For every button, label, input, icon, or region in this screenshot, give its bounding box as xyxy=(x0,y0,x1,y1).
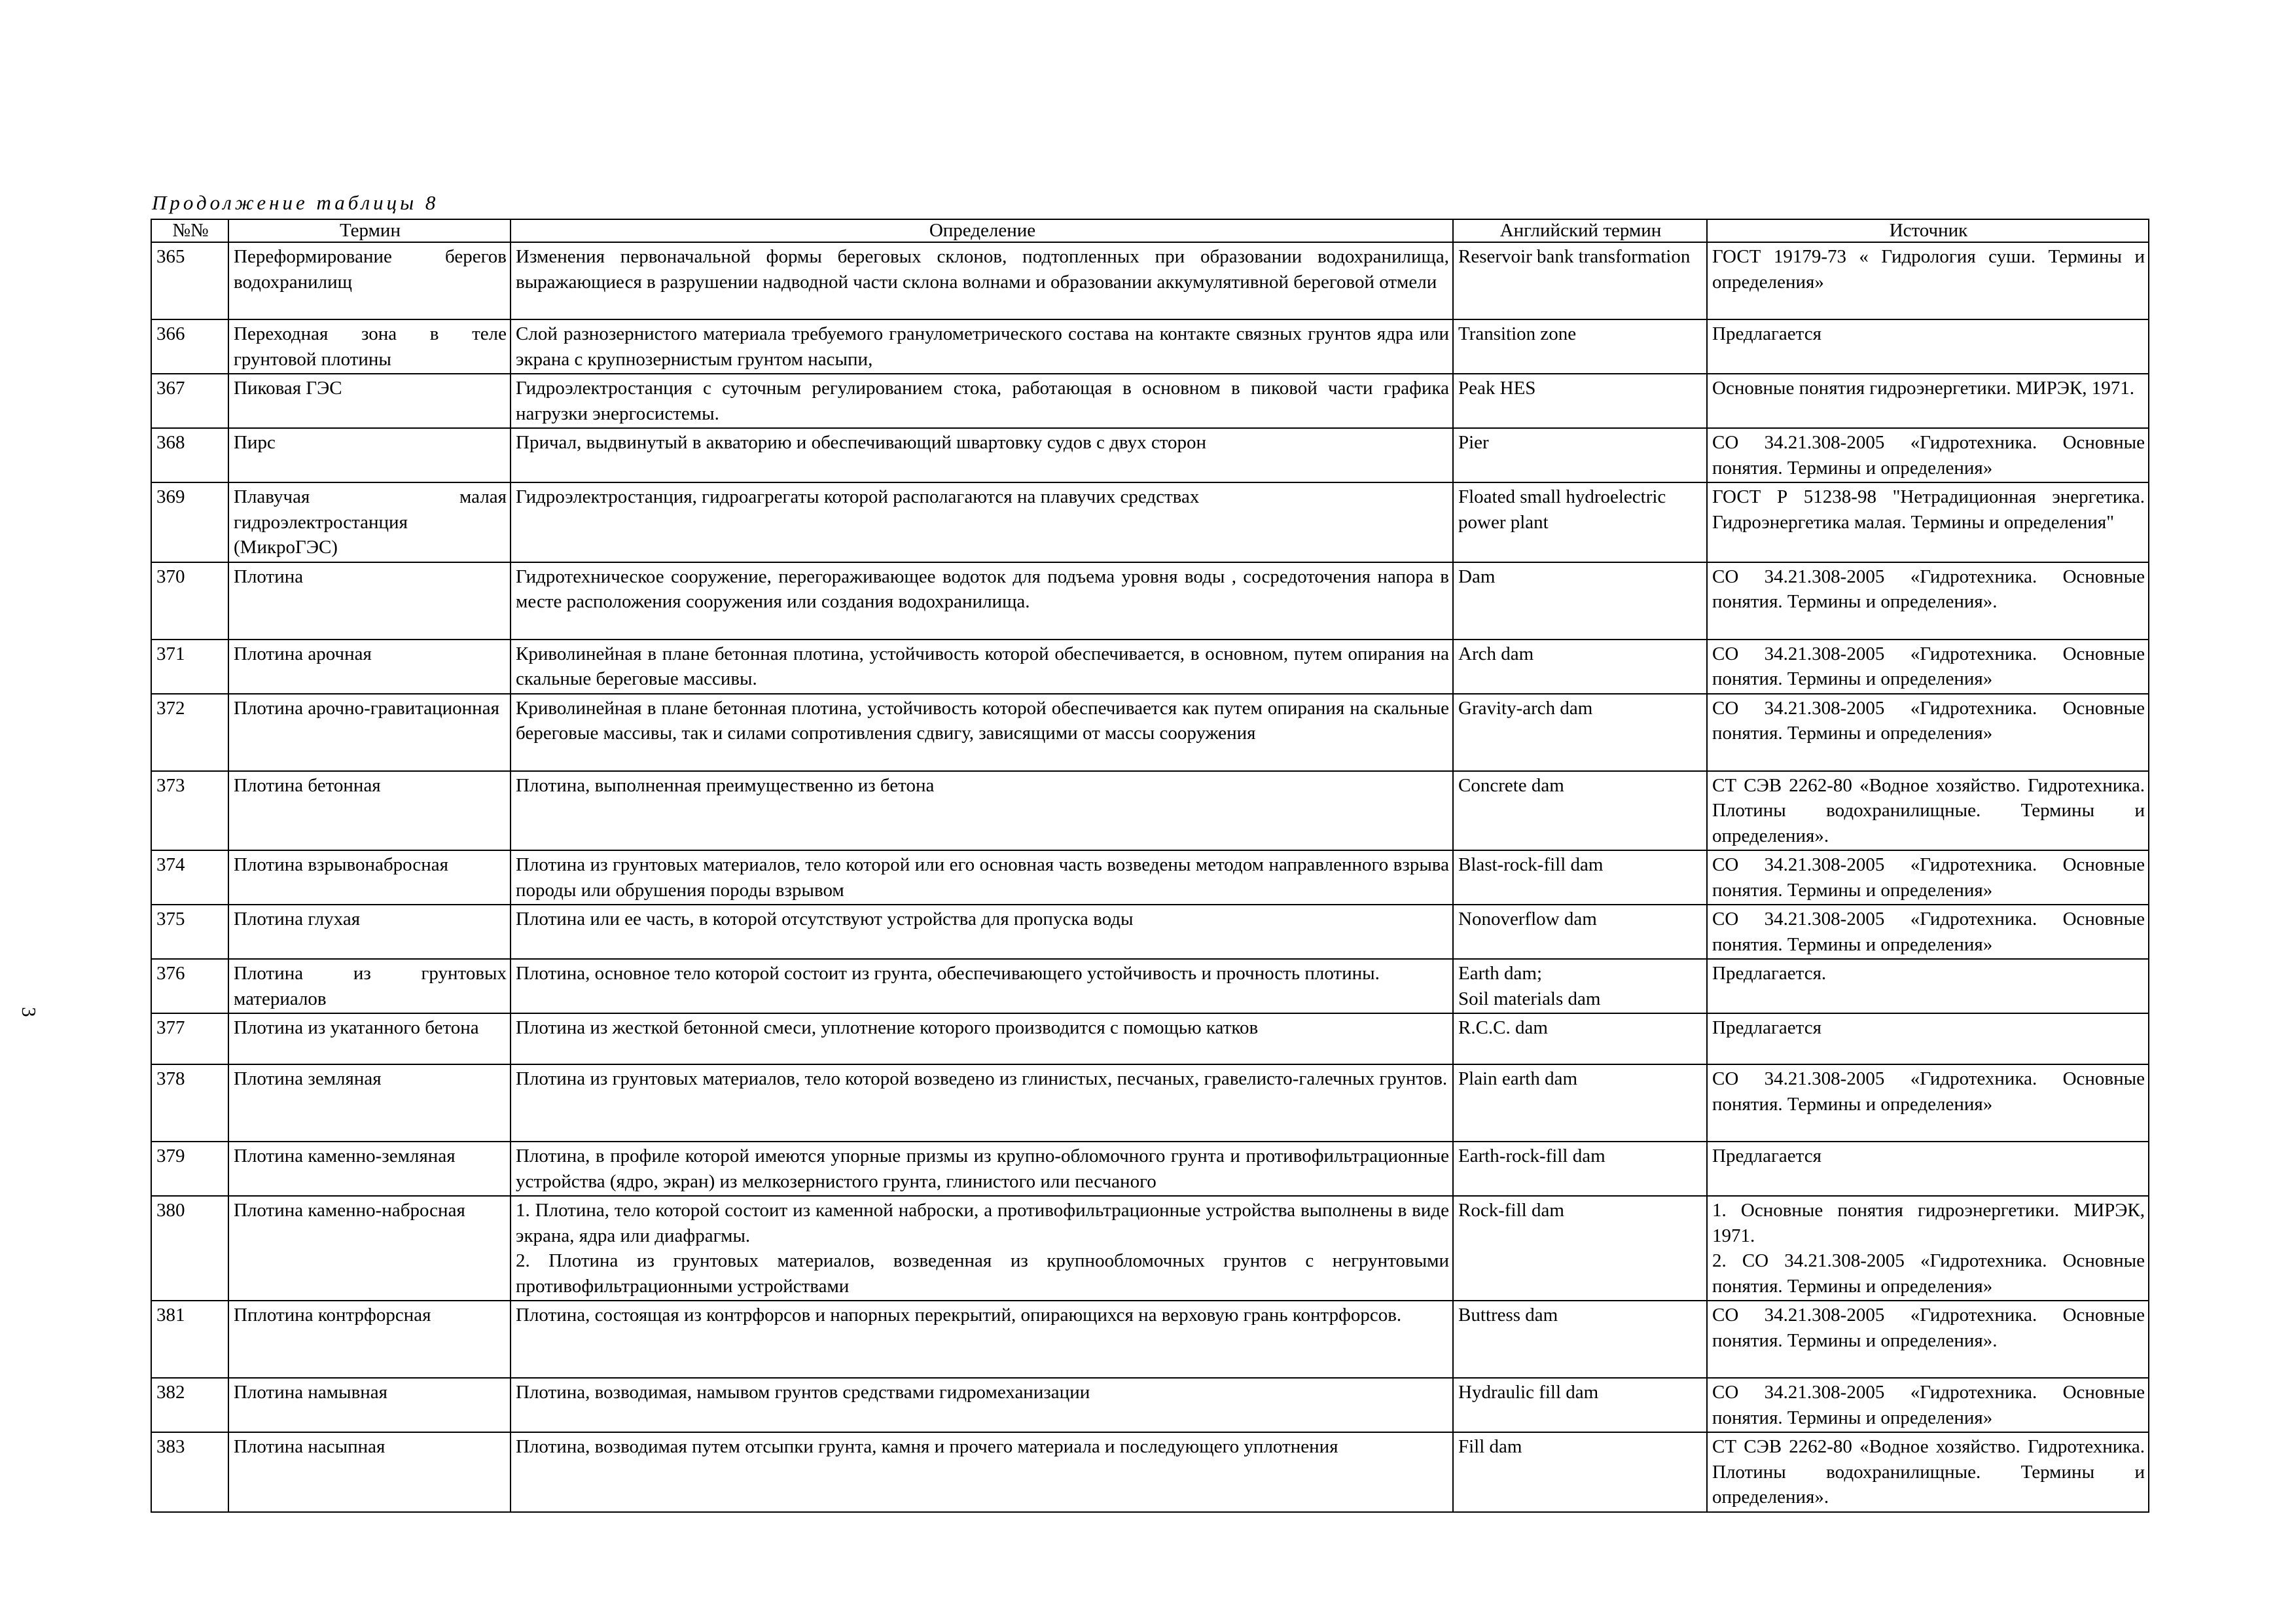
cell-source: ГОСТ Р 51238-98 "Нетрадиционная энергетика. Гидроэнергетика малая. Термины и определения" xyxy=(1707,482,2149,562)
cell-english-term: Buttress dam xyxy=(1453,1301,1707,1378)
cell-source: СО 34.21.308-2005 «Гидротехника. Основные понятия. Термины и определения» xyxy=(1707,428,2149,482)
cell-definition: Криволинейная в плане бетонная плотина, устойчивость которой обеспечивается, в основном, путем опирания на скальные береговые массивы. xyxy=(511,640,1453,694)
cell-term: Плотина глухая xyxy=(228,905,511,959)
cell-source: СО 34.21.308-2005 «Гидротехника. Основные понятия. Термины и определения» xyxy=(1707,1064,2149,1142)
cell-definition: Криволинейная в плане бетонная плотина, устойчивость которой обеспечивается как путем опирания на скальные береговые массивы, так и силами сопротивления сдвигу, зависящими от массы сооружения xyxy=(511,694,1453,771)
table-row xyxy=(151,1301,2149,1378)
cell-term: Пплотина контрфорсная xyxy=(228,1301,511,1378)
column-header-term: Термин xyxy=(228,219,511,242)
cell-source: Предлагается. xyxy=(1707,959,2149,1013)
cell-term: Плотина насыпная xyxy=(228,1432,511,1512)
terms-table xyxy=(151,219,2149,1513)
cell-english-term: Nonoverflow dam xyxy=(1453,905,1707,959)
cell-english-term: R.C.C. dam xyxy=(1453,1013,1707,1064)
cell-english-term: Transition zone xyxy=(1453,319,1707,374)
cell-source: СО 34.21.308-2005 «Гидротехника. Основные понятия. Термины и определения» xyxy=(1707,1378,2149,1432)
cell-english-term: Hydraulic fill dam xyxy=(1453,1378,1707,1432)
cell-definition: Плотина из грунтовых материалов, тело которой или его основная часть возведены методом направленного взрыва породы или обрушения породы взрывом xyxy=(511,850,1453,905)
table-caption: Продолжение таблицы 8 xyxy=(152,191,439,214)
cell-number: 371 xyxy=(151,640,228,694)
cell-number: 366 xyxy=(151,319,228,374)
cell-number: 378 xyxy=(151,1064,228,1142)
cell-english-term: Pier xyxy=(1453,428,1707,482)
cell-number: 377 xyxy=(151,1013,228,1064)
cell-term: Плотина из грунтовых материалов xyxy=(228,959,511,1013)
cell-term: Плотина xyxy=(228,562,511,640)
cell-source: СО 34.21.308-2005 «Гидротехника. Основные понятия. Термины и определения». xyxy=(1707,562,2149,640)
cell-source: 1. Основные понятия гидроэнергетики. МИРЭК, 1971. 2. СО 34.21.308-2005 «Гидротехника. Основные понятия. Термины и определения» xyxy=(1707,1196,2149,1301)
cell-number: 367 xyxy=(151,374,228,428)
cell-term: Переходная зона в теле грунтовой плотины xyxy=(228,319,511,374)
cell-definition: Плотина, в профиле которой имеются упорные призмы из крупно-обломочного грунта и противофильтрационные устройства (ядро, экран) из мелкозернистого грунта, глинистого или песчаного xyxy=(511,1142,1453,1196)
table-row xyxy=(151,319,2149,374)
cell-definition: Плотина, основное тело которой состоит из грунта, обеспечивающего устойчивость и прочность плотины. xyxy=(511,959,1453,1013)
cell-term: Плавучая малая гидроэлектростанция (МикроГЭС) xyxy=(228,482,511,562)
column-header-source: Источник xyxy=(1707,219,2149,242)
cell-source: СО 34.21.308-2005 «Гидротехника. Основные понятия. Термины и определения» xyxy=(1707,640,2149,694)
table-header-row xyxy=(151,219,2149,242)
cell-number: 381 xyxy=(151,1301,228,1378)
cell-definition: Плотина, возводимая, намывом грунтов средствами гидромеханизации xyxy=(511,1378,1453,1432)
cell-source: СТ СЭВ 2262-80 «Водное хозяйство. Гидротехника. Плотины водохранилищные. Термины и определения». xyxy=(1707,771,2149,851)
cell-definition: Причал, выдвинутый в акваторию и обеспечивающий швартовку судов с двух сторон xyxy=(511,428,1453,482)
cell-english-term: Reservoir bank transformation xyxy=(1453,242,1707,319)
cell-source: СТ СЭВ 2262-80 «Водное хозяйство. Гидротехника. Плотины водохранилищные. Термины и определения». xyxy=(1707,1432,2149,1512)
cell-source: СО 34.21.308-2005 «Гидротехника. Основные понятия. Термины и определения» xyxy=(1707,694,2149,771)
cell-english-term: Peak HES xyxy=(1453,374,1707,428)
cell-term: Плотина взрывонабросная xyxy=(228,850,511,905)
table-row xyxy=(151,1013,2149,1064)
cell-term: Плотина каменно-земляная xyxy=(228,1142,511,1196)
cell-source: Предлагается xyxy=(1707,319,2149,374)
cell-term: Плотина арочно-гравитационная xyxy=(228,694,511,771)
cell-term: Плотина бетонная xyxy=(228,771,511,851)
cell-term: Пиковая ГЭС xyxy=(228,374,511,428)
cell-english-term: Fill dam xyxy=(1453,1432,1707,1512)
cell-term: Плотина земляная xyxy=(228,1064,511,1142)
cell-english-term: Arch dam xyxy=(1453,640,1707,694)
cell-definition: Изменения первоначальной формы береговых склонов, подтопленных при образовании водохранилища, выражающиеся в разрушении надводной части склона волнами и образовании аккумулятивной береговой отмели xyxy=(511,242,1453,319)
cell-term: Плотина из укатанного бетона xyxy=(228,1013,511,1064)
table-row xyxy=(151,905,2149,959)
table-row xyxy=(151,1378,2149,1432)
cell-definition: 1. Плотина, тело которой состоит из каменной наброски, а противофильтрационные устройства выполнены в виде экрана, ядра или диафрагмы. 2. Плотина из грунтовых материалов, возведенная из крупнообломочных грунтов с негрунтовыми противофильтрационными устройствами xyxy=(511,1196,1453,1301)
cell-english-term: Earth dam; Soil materials dam xyxy=(1453,959,1707,1013)
table-row xyxy=(151,374,2149,428)
cell-source: Предлагается xyxy=(1707,1013,2149,1064)
cell-source: СО 34.21.308-2005 «Гидротехника. Основные понятия. Термины и определения» xyxy=(1707,850,2149,905)
cell-english-term: Dam xyxy=(1453,562,1707,640)
cell-english-term: Blast-rock-fill dam xyxy=(1453,850,1707,905)
cell-term: Плотина арочная xyxy=(228,640,511,694)
cell-term: Переформирование берегов водохранилищ xyxy=(228,242,511,319)
cell-number: 372 xyxy=(151,694,228,771)
cell-definition: Гидроэлектростанция, гидроагрегаты которой располагаются на плавучих средствах xyxy=(511,482,1453,562)
table-row xyxy=(151,1432,2149,1512)
cell-number: 365 xyxy=(151,242,228,319)
table-row xyxy=(151,1064,2149,1142)
table-row xyxy=(151,771,2149,851)
cell-source: ГОСТ 19179-73 « Гидрология суши. Термины и определения» xyxy=(1707,242,2149,319)
cell-english-term: Concrete dam xyxy=(1453,771,1707,851)
column-header-definition: Определение xyxy=(511,219,1453,242)
cell-definition: Гидротехническое сооружение, перегораживающее водоток для подъема уровня воды , сосредоточения напора в месте расположения сооружения или создания водохранилища. xyxy=(511,562,1453,640)
cell-source: Основные понятия гидроэнергетики. МИРЭК, 1971. xyxy=(1707,374,2149,428)
cell-number: 380 xyxy=(151,1196,228,1301)
cell-source: СО 34.21.308-2005 «Гидротехника. Основные понятия. Термины и определения». xyxy=(1707,1301,2149,1378)
cell-term: Плотина намывная xyxy=(228,1378,511,1432)
cell-number: 368 xyxy=(151,428,228,482)
table-row xyxy=(151,428,2149,482)
table-row xyxy=(151,640,2149,694)
cell-number: 379 xyxy=(151,1142,228,1196)
column-header-english-term: Английский термин xyxy=(1453,219,1707,242)
cell-definition: Плотина из грунтовых материалов, тело которой возведено из глинистых, песчаных, гравелисто-галечных грунтов. xyxy=(511,1064,1453,1142)
cell-term: Пирс xyxy=(228,428,511,482)
table-row xyxy=(151,562,2149,640)
cell-definition: Плотина, выполненная преимущественно из бетона xyxy=(511,771,1453,851)
cell-number: 382 xyxy=(151,1378,228,1432)
cell-source: СО 34.21.308-2005 «Гидротехника. Основные понятия. Термины и определения» xyxy=(1707,905,2149,959)
table-row xyxy=(151,1142,2149,1196)
page-number: 3 xyxy=(17,1007,41,1017)
cell-number: 374 xyxy=(151,850,228,905)
cell-english-term: Earth-rock-fill dam xyxy=(1453,1142,1707,1196)
cell-number: 370 xyxy=(151,562,228,640)
cell-number: 373 xyxy=(151,771,228,851)
cell-source: Предлагается xyxy=(1707,1142,2149,1196)
cell-definition: Плотина или ее часть, в которой отсутствуют устройства для пропуска воды xyxy=(511,905,1453,959)
table-row xyxy=(151,1196,2149,1301)
table-row xyxy=(151,482,2149,562)
table-row xyxy=(151,242,2149,319)
cell-number: 383 xyxy=(151,1432,228,1512)
cell-definition: Гидроэлектростанция с суточным регулированием стока, работающая в основном в пиковой части графика нагрузки энергосистемы. xyxy=(511,374,1453,428)
cell-definition: Плотина, состоящая из контрфорсов и напорных перекрытий, опирающихся на верховую грань контрфорсов. xyxy=(511,1301,1453,1378)
table-row xyxy=(151,959,2149,1013)
cell-definition: Слой разнозернистого материала требуемого гранулометрического состава на контакте связных грунтов ядра или экрана с крупнозернистым грунтом насыпи, xyxy=(511,319,1453,374)
table-row xyxy=(151,694,2149,771)
cell-english-term: Gravity-arch dam xyxy=(1453,694,1707,771)
cell-english-term: Rock-fill dam xyxy=(1453,1196,1707,1301)
cell-english-term: Floated small hydroelectric power plant xyxy=(1453,482,1707,562)
cell-english-term: Plain earth dam xyxy=(1453,1064,1707,1142)
cell-number: 369 xyxy=(151,482,228,562)
cell-definition: Плотина из жесткой бетонной смеси, уплотнение которого производится с помощью катков xyxy=(511,1013,1453,1064)
cell-number: 375 xyxy=(151,905,228,959)
cell-term: Плотина каменно-набросная xyxy=(228,1196,511,1301)
column-header-number: №№ xyxy=(151,219,228,242)
cell-definition: Плотина, возводимая путем отсыпки грунта, камня и прочего материала и последующего уплотнения xyxy=(511,1432,1453,1512)
cell-number: 376 xyxy=(151,959,228,1013)
table-row xyxy=(151,850,2149,905)
